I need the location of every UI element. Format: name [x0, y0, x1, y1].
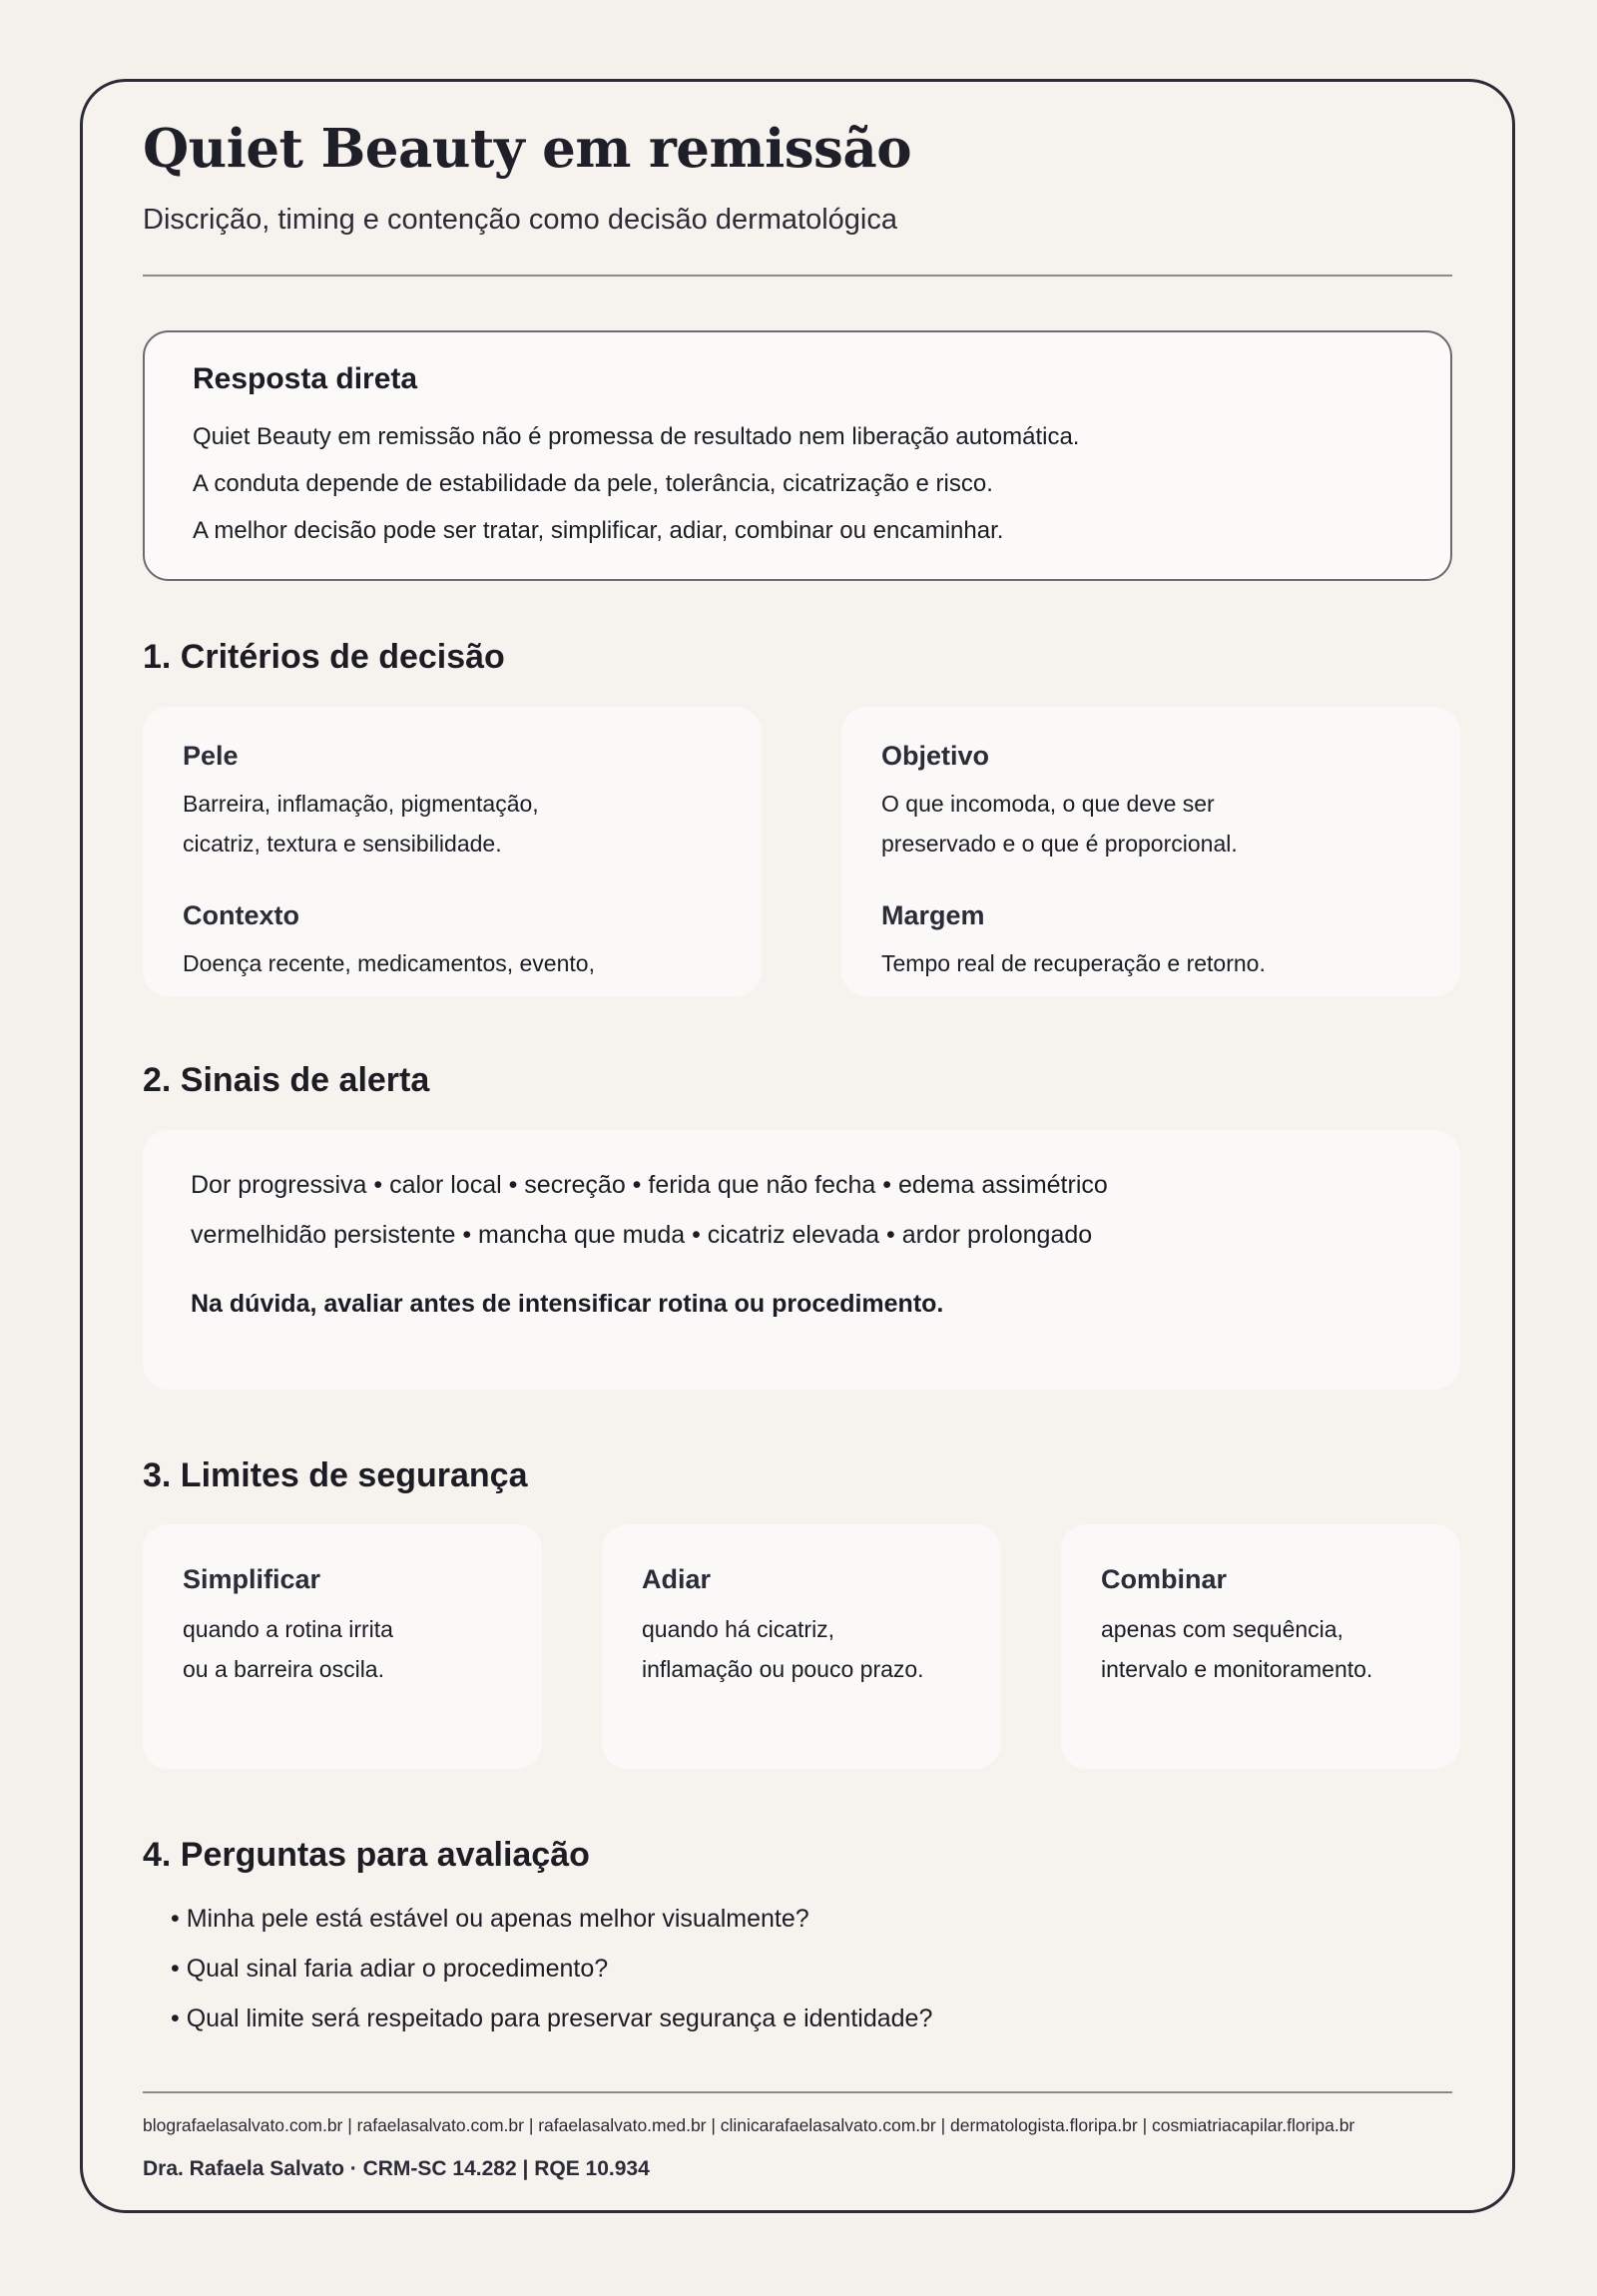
limit-text: quando a rotina irrita	[183, 1616, 393, 1642]
criteria-text-margem: Tempo real de recuperação e retorno.	[881, 950, 1266, 976]
limit-text: inflamação ou pouco prazo.	[642, 1656, 924, 1682]
alert-signs-line: vermelhidão persistente • mancha que muda • cicatriz elevada • ardor prolongado	[191, 1221, 1093, 1249]
criteria-text-objetivo: preservado e o que é proporcional.	[881, 831, 1238, 857]
criteria-text-contexto: Doença recente, medicamentos, evento,	[183, 950, 595, 976]
criteria-heading: 1. Critérios de decisão	[143, 638, 505, 676]
limit-card-adiar	[602, 1524, 1001, 1769]
limit-card-simplificar	[143, 1524, 542, 1769]
criteria-title-contexto: Contexto	[183, 900, 299, 930]
criteria-card-right	[841, 707, 1460, 996]
header-divider	[143, 275, 1452, 277]
direct-answer-heading: Resposta direta	[193, 362, 418, 395]
question-item: • Minha pele está estável ou apenas melhor visualmente?	[171, 1905, 809, 1933]
footer-links: blografaelasalvato.com.br | rafaelasalvato.com.br | rafaelasalvato.med.br | clinicarafaelasalvato.com.br | dermatologista.floripa.br | cosmiatriacapilar.floripa.br	[143, 2115, 1355, 2135]
direct-answer-line: A conduta depende de estabilidade da pele, tolerância, cicatrização e risco.	[193, 470, 993, 497]
direct-answer-line: A melhor decisão pode ser tratar, simplificar, adiar, combinar ou encaminhar.	[193, 517, 1004, 544]
alerts-heading: 2. Sinais de alerta	[143, 1061, 430, 1099]
criteria-title-objetivo: Objetivo	[881, 741, 990, 771]
question-item: • Qual limite será respeitado para preservar segurança e identidade?	[171, 2005, 933, 2032]
footer-divider	[143, 2091, 1452, 2093]
limits-heading: 3. Limites de segurança	[143, 1456, 528, 1494]
page-title: Quiet Beauty em remissão	[143, 118, 912, 180]
limit-title: Simplificar	[183, 1564, 321, 1594]
alerts-box	[143, 1130, 1460, 1390]
limit-title: Adiar	[642, 1564, 712, 1594]
document-card	[80, 79, 1515, 2213]
criteria-card-left	[143, 707, 762, 996]
questions-heading: 4. Perguntas para avaliação	[143, 1836, 590, 1874]
criteria-text-pele: Barreira, inflamação, pigmentação,	[183, 791, 539, 817]
question-item: • Qual sinal faria adiar o procedimento?	[171, 1955, 609, 1983]
criteria-text-pele: cicatriz, textura e sensibilidade.	[183, 831, 502, 857]
limit-title: Combinar	[1101, 1564, 1228, 1594]
page-subtitle: Discrição, timing e contenção como decisão dermatológica	[143, 204, 897, 236]
limit-text: intervalo e monitoramento.	[1101, 1656, 1373, 1682]
footer-signature: Dra. Rafaela Salvato · CRM-SC 14.282 | RQE 10.934	[143, 2157, 650, 2180]
direct-answer-line: Quiet Beauty em remissão não é promessa de resultado nem liberação automática.	[193, 423, 1080, 450]
alert-signs-line: Dor progressiva • calor local • secreção • ferida que não fecha • edema assimétrico	[191, 1171, 1108, 1199]
limit-text: quando há cicatriz,	[642, 1616, 835, 1642]
direct-answer-box	[143, 330, 1452, 581]
criteria-text-objetivo: O que incomoda, o que deve ser	[881, 791, 1215, 817]
criteria-title-margem: Margem	[881, 900, 985, 930]
limit-card-combinar	[1061, 1524, 1460, 1769]
limit-text: ou a barreira oscila.	[183, 1656, 384, 1682]
criteria-title-pele: Pele	[183, 741, 239, 771]
alert-note: Na dúvida, avaliar antes de intensificar rotina ou procedimento.	[191, 1290, 944, 1318]
limit-text: apenas com sequência,	[1101, 1616, 1343, 1642]
